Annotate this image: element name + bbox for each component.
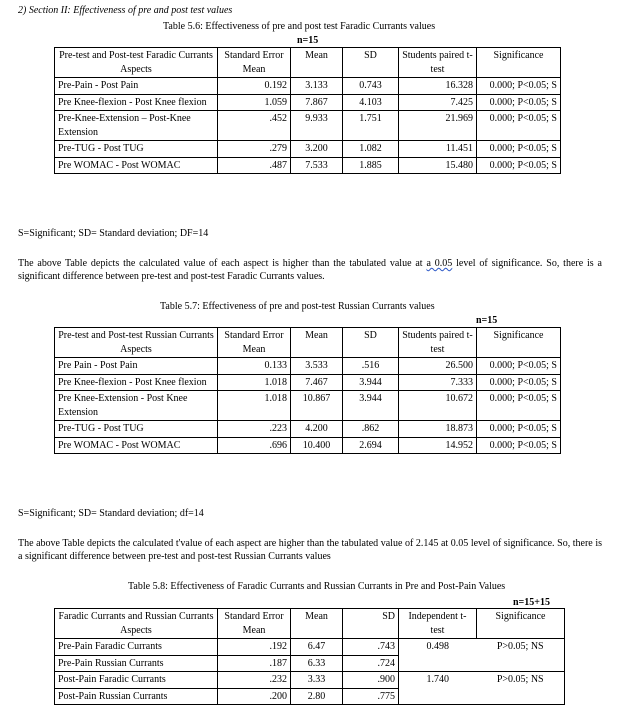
cell-sd: .900 (343, 672, 399, 689)
header-mean: Mean (291, 328, 343, 358)
cell-aspect: Pre Knee-flexion - Post Knee flexion (55, 94, 218, 111)
header-aspects: Pre-test and Post-test Faradic Currants Aspects (55, 48, 218, 78)
table2-note: S=Significant; SD= Standard deviation; df=14 (18, 508, 204, 519)
table-header-row (55, 328, 561, 358)
cell-mean: 3.533 (291, 358, 343, 375)
table1-n-label: n=15 (297, 35, 319, 46)
table-row (55, 141, 561, 158)
cell-sd: .743 (343, 639, 399, 656)
table-row (55, 437, 561, 454)
cell-mean: 7.867 (291, 94, 343, 111)
cell-aspect: Pre WOMAC - Post WOMAC (55, 437, 218, 454)
table1-note: S=Significant; SD= Standard deviation; DF=14 (18, 228, 209, 239)
cell-significance: P>0.05; NS (477, 672, 565, 705)
cell-significance: 0.000; P<0.05; S (477, 437, 561, 454)
cell-ttest: 16.328 (399, 78, 477, 95)
header-sem: Standard Error Mean (218, 328, 291, 358)
cell-sd: 1.082 (343, 141, 399, 158)
cell-ttest: 14.952 (399, 437, 477, 454)
cell-aspect: Pre Knee-flexion - Post Knee flexion (55, 374, 218, 391)
cell-mean: 7.533 (291, 157, 343, 174)
cell-mean: 9.933 (291, 111, 343, 141)
table3-caption: Table 5.8: Effectiveness of Faradic Currants and Russian Currants in Pre and Post-Pain Values (128, 581, 506, 592)
cell-sd: 0.743 (343, 78, 399, 95)
cell-sem: .223 (218, 421, 291, 438)
cell-significance: 0.000; P<0.05; S (477, 391, 561, 421)
cell-aspect: Pre-TUG - Post TUG (55, 421, 218, 438)
table-row (55, 639, 565, 656)
cell-mean: 6.47 (291, 639, 343, 656)
cell-mean: 3.33 (291, 672, 343, 689)
header-sem: Standard Error Mean (218, 609, 291, 639)
cell-sem: .696 (218, 437, 291, 454)
cell-mean: 6.33 (291, 655, 343, 672)
cell-aspect: Pre Knee-Extension - Post Knee Extension (55, 391, 218, 421)
table-row (55, 78, 561, 95)
cell-sem: .279 (218, 141, 291, 158)
cell-ttest: 21.969 (399, 111, 477, 141)
cell-significance: 0.000; P<0.05; S (477, 111, 561, 141)
paragraph-2: The above Table depicts the calculated t'value of each aspect are higher than the tabulated value of 2.145 at 0.05 level of significance. So, there is a significant difference between pre-test and post-test Russian Currants values (18, 538, 602, 562)
cell-significance: 0.000; P<0.05; S (477, 157, 561, 174)
cell-aspect: Post-Pain Faradic Currants (55, 672, 218, 689)
header-significance: Significance (477, 48, 561, 78)
cell-sd: 1.751 (343, 111, 399, 141)
cell-sem: 1.018 (218, 374, 291, 391)
cell-ttest: 26.500 (399, 358, 477, 375)
table1-caption: Table 5.6: Effectiveness of pre and post test Faradic Currants values (163, 21, 436, 32)
header-sd: SD (343, 328, 399, 358)
cell-aspect: Pre-TUG - Post TUG (55, 141, 218, 158)
header-mean: Mean (291, 48, 343, 78)
cell-mean: 3.133 (291, 78, 343, 95)
cell-sem: 1.018 (218, 391, 291, 421)
table-row (55, 391, 561, 421)
cell-significance: P>0.05; NS (477, 639, 565, 672)
cell-sem: 0.133 (218, 358, 291, 375)
cell-significance: 0.000; P<0.05; S (477, 141, 561, 158)
cell-significance: 0.000; P<0.05; S (477, 358, 561, 375)
table3 (54, 608, 565, 705)
table2-caption: Table 5.7: Effectiveness of pre and post-test Russian Currants values (160, 301, 435, 312)
header-sem: Standard Error Mean (218, 48, 291, 78)
cell-aspect: Pre WOMAC - Post WOMAC (55, 157, 218, 174)
cell-ttest: 18.873 (399, 421, 477, 438)
cell-sd: .775 (343, 688, 399, 705)
table-row (55, 374, 561, 391)
cell-aspect: Pre-Pain - Post Pain (55, 78, 218, 95)
header-sd: SD (343, 609, 399, 639)
cell-mean: 4.200 (291, 421, 343, 438)
cell-sd: .724 (343, 655, 399, 672)
table2 (54, 327, 561, 454)
cell-aspect: Pre-Pain Russian Currants (55, 655, 218, 672)
cell-mean: 2.80 (291, 688, 343, 705)
cell-sd: 1.885 (343, 157, 399, 174)
header-mean: Mean (291, 609, 343, 639)
cell-aspect: Post-Pain Russian Currants (55, 688, 218, 705)
table-row (55, 111, 561, 141)
cell-sd: 2.694 (343, 437, 399, 454)
table-row (55, 421, 561, 438)
table3-n-label: n=15+15 (513, 597, 550, 608)
cell-sd: 3.944 (343, 391, 399, 421)
cell-ttest: 10.672 (399, 391, 477, 421)
cell-significance: 0.000; P<0.05; S (477, 374, 561, 391)
paragraph-1-text-end: level of significance. So, there is a significant difference between pre-test and post-test Faradic Currants values. (18, 258, 602, 282)
cell-mean: 10.400 (291, 437, 343, 454)
cell-sem: .452 (218, 111, 291, 141)
cell-sd: 3.944 (343, 374, 399, 391)
table1 (54, 47, 561, 174)
cell-significance: 0.000; P<0.05; S (477, 78, 561, 95)
header-ttest: Independent t-test (399, 609, 477, 639)
cell-sem: 0.192 (218, 78, 291, 95)
cell-sd: .862 (343, 421, 399, 438)
paragraph-1-flagged-text: a 0.05 (426, 258, 453, 269)
cell-sem: 1.059 (218, 94, 291, 111)
table-row (55, 157, 561, 174)
cell-aspect: Pre Pain - Post Pain (55, 358, 218, 375)
paragraph-1 (18, 257, 602, 283)
cell-sem: .200 (218, 688, 291, 705)
cell-sem: .192 (218, 639, 291, 656)
cell-ttest: 1.740 (399, 672, 477, 705)
paragraph-1-text: The above Table depicts the calculated value of each aspect is higher than the tabulated value at (18, 258, 427, 269)
table2-n-label: n=15 (476, 315, 498, 326)
header-ttest: Students paired t-test (399, 48, 477, 78)
table-row (55, 672, 565, 689)
header-aspects: Faradic Currants and Russian Currants Aspects (55, 609, 218, 639)
cell-ttest: 7.333 (399, 374, 477, 391)
cell-sem: .232 (218, 672, 291, 689)
cell-mean: 10.867 (291, 391, 343, 421)
cell-ttest: 0.498 (399, 639, 477, 672)
cell-sd: 4.103 (343, 94, 399, 111)
table-header-row (55, 609, 565, 639)
table-row (55, 94, 561, 111)
cell-aspect: Pre-Knee-Extension – Post-Knee Extension (55, 111, 218, 141)
cell-aspect: Pre-Pain Faradic Currants (55, 639, 218, 656)
cell-significance: 0.000; P<0.05; S (477, 421, 561, 438)
section-heading: 2) Section II: Effectiveness of pre and post test values (18, 5, 233, 16)
cell-ttest: 15.480 (399, 157, 477, 174)
header-significance: Significance (477, 609, 565, 639)
table-row (55, 358, 561, 375)
header-sd: SD (343, 48, 399, 78)
cell-sd: .516 (343, 358, 399, 375)
cell-ttest: 11.451 (399, 141, 477, 158)
table-header-row (55, 48, 561, 78)
cell-ttest: 7.425 (399, 94, 477, 111)
cell-mean: 3.200 (291, 141, 343, 158)
header-significance: Significance (477, 328, 561, 358)
header-ttest: Students paired t-test (399, 328, 477, 358)
header-aspects: Pre-test and Post-test Russian Currants Aspects (55, 328, 218, 358)
cell-mean: 7.467 (291, 374, 343, 391)
cell-significance: 0.000; P<0.05; S (477, 94, 561, 111)
cell-sem: .487 (218, 157, 291, 174)
cell-sem: .187 (218, 655, 291, 672)
